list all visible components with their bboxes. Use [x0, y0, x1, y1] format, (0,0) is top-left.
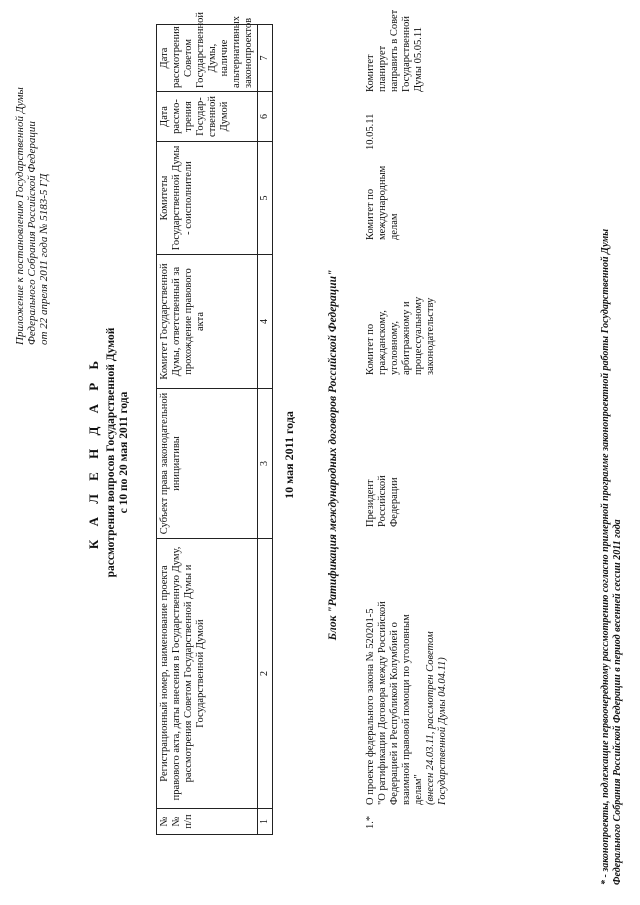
appendix-line: от 22 апреля 2011 года № 5183-5 ГД: [38, 173, 50, 345]
date-heading: 10 мая 2011 года: [282, 411, 296, 499]
header-committee: Комитет Государственной Думы, ответственный за прохождение правового акта: [157, 255, 258, 389]
header-subject: Субъект права законодательной инициативы: [157, 389, 258, 539]
title-period: с 10 по 20 мая 2011 года: [118, 391, 130, 514]
bill-description: [365, 540, 449, 805]
appendix-line: Приложение к постановлению Государственной Думы: [14, 87, 26, 345]
co-committees: Комитет по международным делам: [365, 165, 400, 240]
footnote-line: * - законопроекты, подлежащие первоочередному рассмотрению согласно примерной программе законопроектной работы Государственной Думы: [600, 228, 611, 885]
responsible-committee: Комитет по гражданскому, уголовному, арбитражному и процессуальному законодательству: [365, 296, 436, 375]
header-name: Регистрационный номер, наименование проекта правового акта, даты внесения в Государственную Думу, рассмотрения Советом Государственной Думы и Государственной Думой: [157, 539, 258, 809]
bill-dates-line: Государственной Думы 04.04.11): [437, 657, 448, 805]
header-duma-date: Дата рассмо-трения Государ-ственной Думой: [157, 92, 258, 142]
row-number: 1.*: [365, 815, 376, 829]
header-co-committees: Комитеты Государственной Думы - соисполнители: [157, 142, 258, 255]
appendix-note: [14, 15, 50, 345]
bill-name-line: О проекте федерального закона № 520201-5: [365, 608, 376, 805]
header-num: №№ п/п: [157, 809, 258, 835]
column-number: 2: [258, 539, 273, 809]
document-title: [86, 200, 131, 705]
column-number: 1: [258, 809, 273, 835]
footnote-line: Федерального Собрания Российской Федерации в период весенней сессии 2011 года: [612, 519, 623, 885]
column-number: 3: [258, 389, 273, 539]
column-number: 6: [258, 92, 273, 142]
header-council-date: Дата рассмотрения Советом Государственной Думы, наличие альтернативных законопроектов: [157, 25, 258, 92]
bill-name-line: Федерацией и Республикой Колумбией о: [389, 622, 400, 805]
footnote: [600, 85, 624, 885]
bill-name-line: взаимной правовой помощи по уголовным: [401, 614, 412, 805]
column-number: 5: [258, 142, 273, 255]
bill-name-line: "О ратификации Договора между Российской: [377, 601, 388, 805]
appendix-line: Федерального Собрания Российской Федерации: [26, 121, 38, 345]
title-main: К А Л Е Н Д А Р Ь: [86, 355, 101, 550]
title-sub: рассмотрения вопросов Государственной Думой: [105, 327, 117, 578]
duma-date: 10.05.11: [365, 113, 376, 150]
bill-dates-line: (внесен 24.03.11, рассмотрен Советом: [425, 631, 436, 805]
column-number: 7: [258, 25, 273, 92]
initiative-subject: Президент Российской Федерации: [365, 475, 400, 527]
bill-name-line: делам": [413, 774, 424, 805]
column-number: 4: [258, 255, 273, 389]
council-date: Комитет планирует направить в Совет Государственной Думы 05.05.11: [365, 9, 424, 92]
block-heading: Блок "Ратификация международных договоров Российской Федерации": [327, 269, 339, 641]
agenda-row: [365, 0, 485, 905]
calendar-table: [156, 12, 273, 835]
